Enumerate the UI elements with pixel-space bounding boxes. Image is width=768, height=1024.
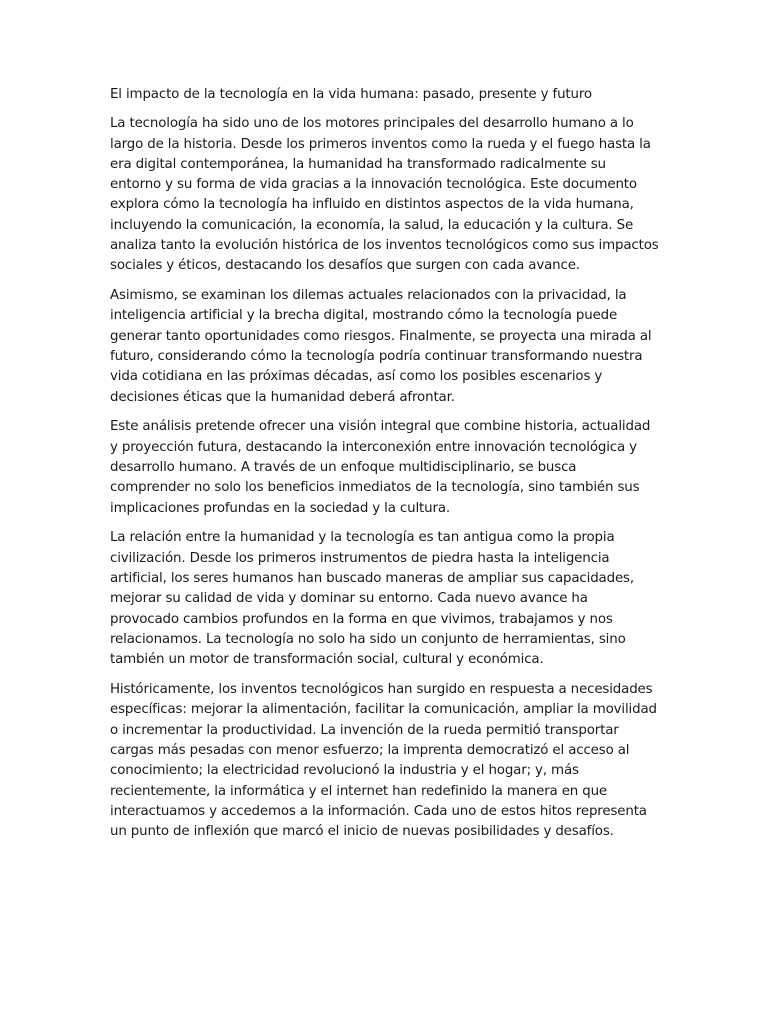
document-body — [110, 85, 660, 852]
paragraph-5: Históricamente, los inventos tecnológicos han surgido en respuesta a necesidades específicas: mejorar la alimentación, facilitar la comunicación, ampliar la movilidad o incrementar la productividad. La invención de la rueda permitió transportar cargas más pesadas con menor esfuerzo; la imprenta democratizó el acceso al conocimiento; la electricidad revolucionó la industria y el hogar; y, más recientemente, la informática y el internet han redefinido la manera en que interactuamos y accedemos a la información. Cada uno de estos hitos representa un punto de inflexión que marcó el inicio de nuevas posibilidades y desafíos. — [110, 682, 657, 840]
document-title: El impacto de la tecnología en la vida humana: pasado, presente y futuro — [110, 87, 592, 102]
paragraph-2: Asimismo, se examinan los dilemas actuales relacionados con la privacidad, la inteligencia artificial y la brecha digital, mostrando cómo la tecnología puede generar tanto oportunidades como riesgos. Finalmente, se proyecta una mirada al futuro, considerando cómo la tecnología podría continuar transformando nuestra vida cotidiana en las próximas décadas, así como los posibles escenarios y decisiones éticas que la humanidad deberá afrontar. — [110, 288, 652, 405]
paragraph-1: La tecnología ha sido uno de los motores principales del desarrollo humano a lo largo de la historia. Desde los primeros inventos como la rueda y el fuego hasta la era digital contemporánea, la humanidad ha transformado radicalmente su entorno y su forma de vida gracias a la innovación tecnológica. Este documento explora cómo la tecnología ha influido en distintos aspectos de la vida humana, incluyendo la comunicación, la economía, la salud, la educación y la cultura. Se analiza tanto la evolución histórica de los inventos tecnológicos como sus impactos sociales y éticos, destacando los desafíos que surgen con cada avance. — [110, 116, 659, 274]
paragraph-3: Este análisis pretende ofrecer una visión integral que combine historia, actualidad y proyección futura, destacando la interconexión entre innovación tecnológica y desarrollo humano. A través de un enfoque multidisciplinario, se busca comprender no solo los beneficios inmediatos de la tecnología, sino también sus implicaciones profundas en la sociedad y la cultura. — [110, 419, 651, 516]
paragraph-4: La relación entre la humanidad y la tecnología es tan antigua como la propia civilización. Desde los primeros instrumentos de piedra hasta la inteligencia artificial, los seres humanos han buscado maneras de ampliar sus capacidades, mejorar su calidad de vida y dominar su entorno. Cada nuevo avance ha provocado cambios profundos en la forma en que vivimos, trabajamos y nos relacionamos. La tecnología no solo ha sido un conjunto de herramientas, sino también un motor de transformación social, cultural y económica. — [110, 530, 634, 668]
